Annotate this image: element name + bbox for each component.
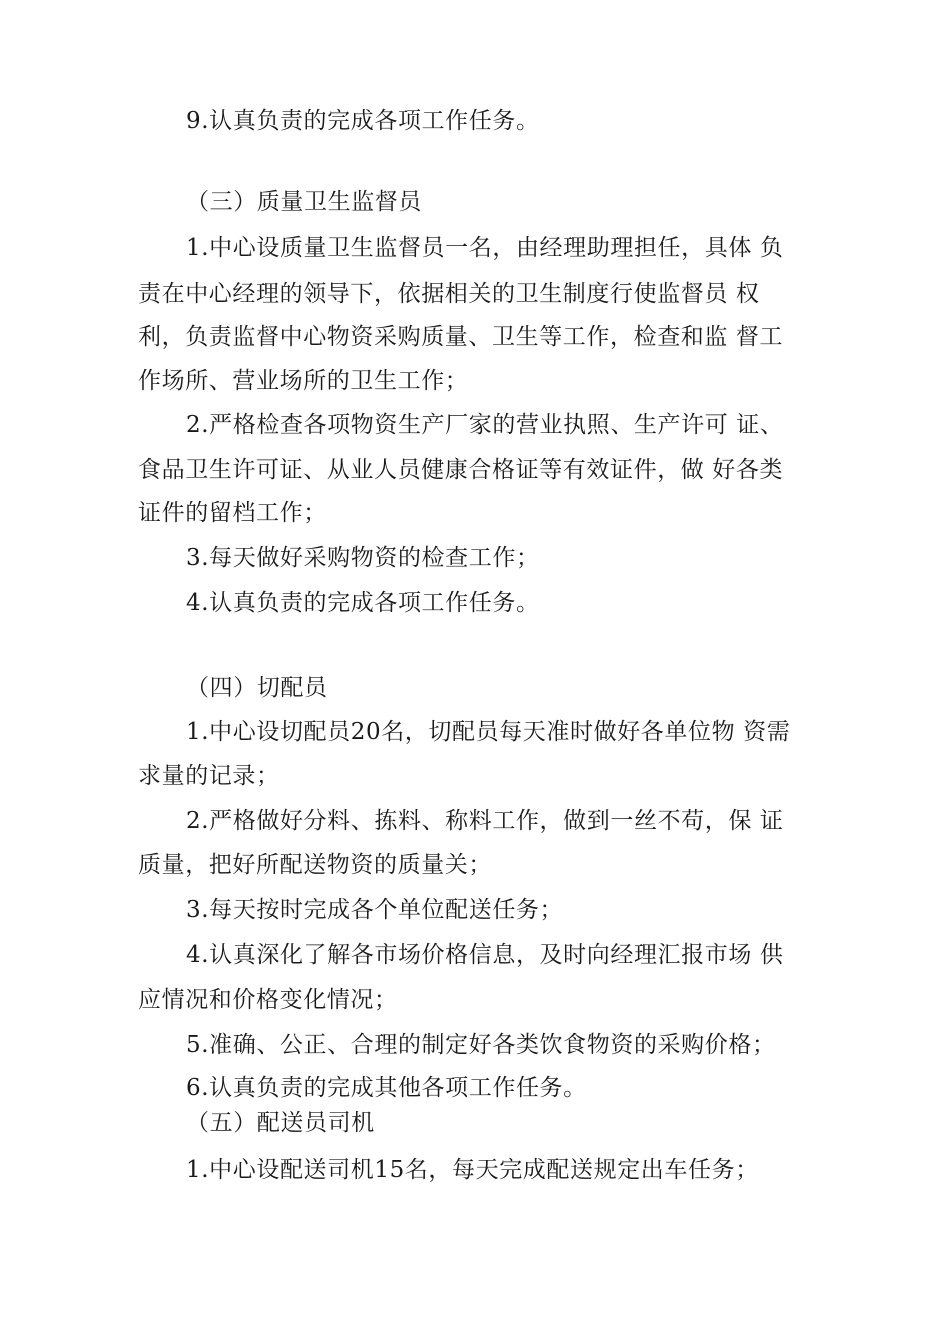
paragraph-line: 证件的留档工作；	[138, 500, 327, 526]
paragraph-line: 利，负责监督中心物资采购质量、卫生等工作，检查和监 督工	[138, 324, 784, 350]
section-heading: （三）质量卫生监督员	[186, 189, 422, 215]
paragraph-line: 2.严格检查各项物资生产厂家的营业执照、生产许可 证、	[186, 412, 784, 438]
paragraph-line: 3.每天做好采购物资的检查工作；	[186, 545, 540, 571]
paragraph-line: 9.认真负责的完成各项工作任务。	[186, 108, 540, 134]
paragraph-line: 1.中心设配送司机15名，每天完成配送规定出车任务；	[186, 1157, 759, 1183]
paragraph-line: 作场所、营业场所的卫生工作；	[138, 368, 469, 394]
paragraph-line: 责在中心经理的领导下，依据相关的卫生制度行使监督员 权	[138, 281, 760, 307]
paragraph-line: 应情况和价格变化情况；	[138, 987, 398, 1013]
paragraph-line: 6.认真负责的完成其他各项工作任务。	[186, 1075, 587, 1101]
section-heading: （五）配送员司机	[186, 1110, 375, 1136]
paragraph-line: 质量，把好所配送物资的质量关；	[138, 852, 492, 878]
section-heading: （四）切配员	[186, 675, 328, 701]
paragraph-line: 1.中心设质量卫生监督员一名，由经理助理担任，具体 负	[186, 235, 784, 261]
paragraph-line: 2.严格做好分料、拣料、称料工作，做到一丝不苟，保 证	[186, 808, 784, 834]
paragraph-line: 食品卫生许可证、从业人员健康合格证等有效证件，做 好各类	[138, 457, 784, 483]
paragraph-line: 1.中心设切配员20名，切配员每天准时做好各单位物 资需	[186, 719, 791, 745]
paragraph-line: 4.认真深化了解各市场价格信息，及时向经理汇报市场 供	[186, 942, 784, 968]
paragraph-line: 5.准确、公正、合理的制定好各类饮食物资的采购价格；	[186, 1032, 776, 1058]
paragraph-line: 3.每天按时完成各个单位配送任务；	[186, 897, 564, 923]
paragraph-line: 4.认真负责的完成各项工作任务。	[186, 590, 540, 616]
paragraph-line: 求量的记录；	[138, 763, 280, 789]
